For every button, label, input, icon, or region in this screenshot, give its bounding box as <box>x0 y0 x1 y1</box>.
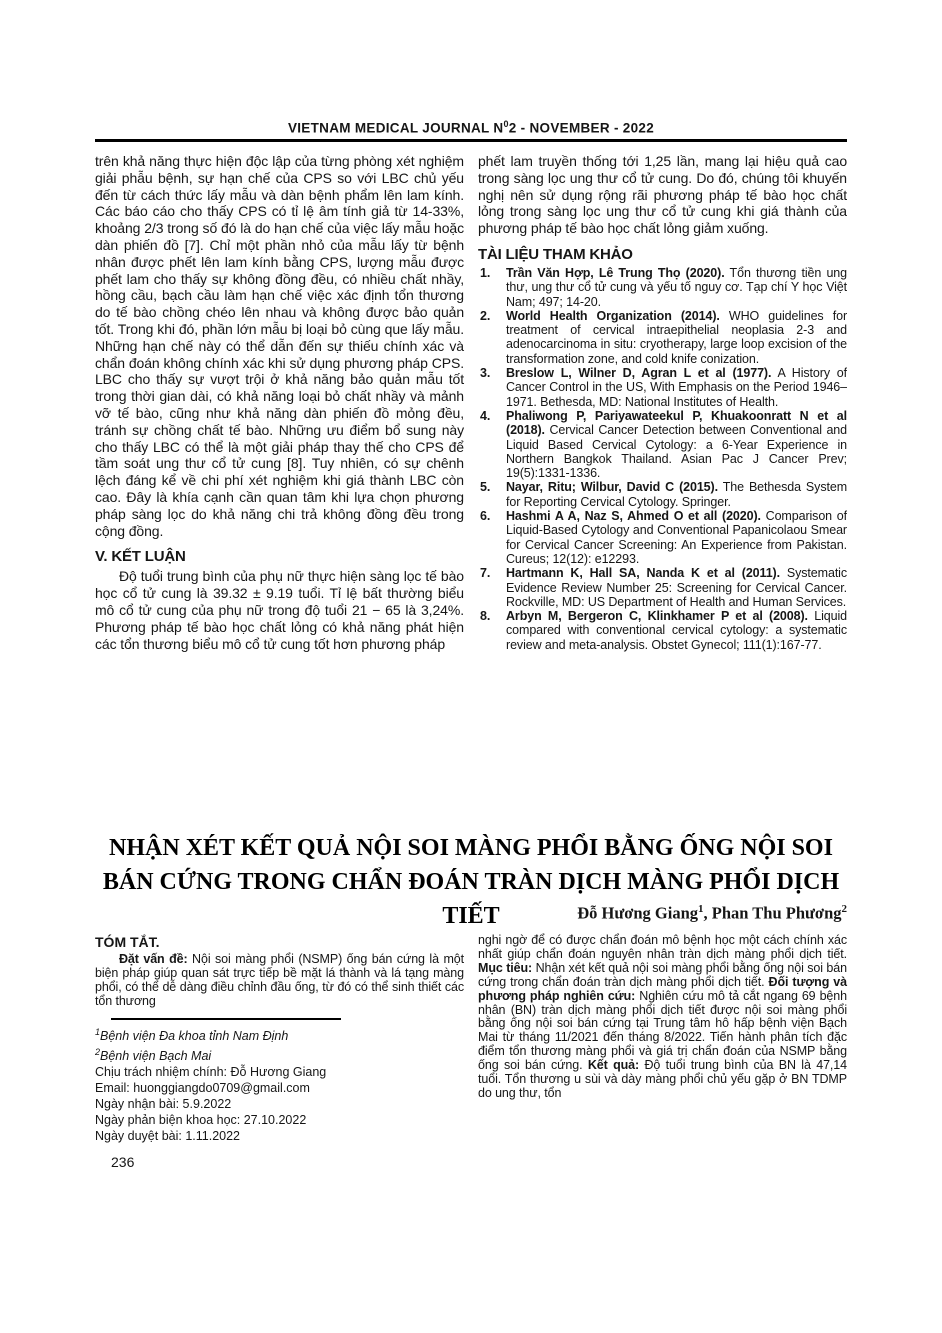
accepted-date-line: Ngày duyệt bài: 1.11.2022 <box>95 1128 241 1143</box>
abstract-heading: TÓM TẮT. <box>95 934 160 950</box>
reference-number: 6. <box>480 509 491 524</box>
reference-authors: Nayar, Ritu; Wilbur, David C (2015). <box>506 480 718 495</box>
article1-body-paragraph: trên khả năng thực hiện độc lập của từng phòng xét nghiệm giải phẫu bệnh, sự hạn chế của CPS so với LBC chủ yếu đến từ cách thức lấy mẫu và dàn bệnh phẩm lên lam kính. Các báo cáo cho thấy CPS có tỉ lệ âm tính giả từ 14-33%, khoảng 2/3 trong số đó là do hạn chế của việc lấy mẫu hoặc dàn phiến đồ [7]. Chỉ một phần nhỏ của mẫu lấy từ bệnh nhân được phết lên lam kính bằng CPS, lượng mẫu được phết lam cho thấy sự không đồng đều, có nhiều chất nhầy, hồng cầu, bạch cầu làm hạn chế việc xác định tổn thương do tế bào chồng chéo lên nhau và không được bảo quản tốt. Trong khi đó, phần lớn mẫu bị loại bỏ cùng que lấy mẫu. Những hạn chế này có thể dẫn đến sự thiếu chính xác và chẩn đoán không chính xác khi sử dụng phương pháp CPS. LBC cho thấy sự vượt trội ở khả năng bảo quản mẫu tốt trong thời gian dài, có khả năng loại bỏ chất nhầy và mảnh vỡ tế bào, cũng như khả năng dàn phiến đồ mỏng đều, tránh sự chồng chất tế bào. Những ưu điểm bổ sung này cho thấy LBC có thể là một giải pháp thay thế cho CPS để tầm soát ung thư cổ tử cung [8]. Tuy nhiên, có sự chênh lệch đáng kể về chi phí xét nghiệm khi giá thành LBC còn cao. Đây là khía cạnh cần quan tâm khi lựa chọn phương pháp sàng lọc do khả năng chi trả không đồng đều trong cộng đồng. <box>95 153 464 539</box>
journal-header-superscript: 0 <box>503 119 509 129</box>
article1-left-column <box>95 153 464 829</box>
email-line: Email: huonggiangdo0709@gmail.com <box>95 1080 310 1095</box>
reference-authors: Hartmann K, Hall SA, Nanda K et al (2011). <box>506 566 780 581</box>
reference-authors: Phaliwong P, Pariyawateekul P, Khuakoonratt N et al (2018). <box>506 408 847 438</box>
reference-text: The Bethesda System for Reporting Cervical Cytology. Springer. <box>506 480 847 509</box>
article2-right-column <box>478 934 847 1144</box>
received-date-line: Ngày nhận bài: 5.9.2022 <box>95 1096 232 1111</box>
reference-text: Comparison of Liquid-Based Cytology and Conventional Papanicolaou Smear for Cervical Cancer Screening: An Experience from Pakistan. Cureus; 12(12): e12293. <box>506 509 847 566</box>
reference-number: 2. <box>480 308 491 323</box>
article1-two-column-section <box>95 153 847 829</box>
reference-item <box>478 480 847 509</box>
reference-authors: Hashmi A A, Naz S, Ahmed O et all (2020). <box>506 509 761 524</box>
abstract-text-objective: Nhận xét kết quả nội soi màng phổi bằng ống nội soi bán cứng trong chẩn đoán tràn dịch màng phổi dịch tiết. <box>478 960 847 989</box>
reference-text: Liquid compared with conventional cervical cytology: a systematic review and meta-analysis. Obstet Gynecol; 111(1):167-77. <box>506 609 847 652</box>
reference-number: 5. <box>480 480 491 495</box>
reference-list <box>478 266 847 652</box>
journal-header-suffix: 2 - NOVEMBER - 2022 <box>508 120 655 136</box>
abstract-paragraph-left <box>95 953 464 1009</box>
journal-header-prefix: VIETNAM MEDICAL JOURNAL N <box>287 120 504 136</box>
author-1-affiliation-mark: 1 <box>698 903 704 915</box>
article2-authors-line <box>95 903 847 924</box>
reference-authors: World Health Organization (2014). <box>506 308 720 323</box>
conclusion-paragraph: Độ tuổi trung bình của phụ nữ thực hiện sàng lọc tế bào học cổ tử cung là 39.32 ± 9.19 tuổi. Tỉ lệ bất thường biểu mô cổ tử cung của phụ nữ trong độ tuổi 21 − 65 là 3,24%. Phương pháp tế bào học chất lỏng có khả năng phát hiện các tổn thương biểu mô cổ tử cung tốt hơn phương pháp <box>95 568 464 652</box>
article2-two-column-section <box>95 934 847 1144</box>
abstract-label-methods: Đối tượng và phương pháp nghiên cứu: <box>478 974 847 1003</box>
abstract-text-methods: Nghiên cứu mô tả cắt ngang 69 bệnh nhân (BN) tràn dịch màng phổi dịch tiết được nội soi màng phổi bằng ống nội soi bán cứng tại Trung tâm hô hấp bệnh viện Bạch Mai từ tháng 11/2021 đến tháng 8/2022. Tiến hành phân tích đặc điểm tổn thương màng phổi và giá trị chẩn đoán của NSMP bằng ống soi bán cứng. <box>478 988 847 1073</box>
reference-item <box>478 566 847 609</box>
affiliation-1 <box>95 1024 464 1044</box>
author-2-affiliation-mark: 2 <box>841 903 847 915</box>
article2-title-line1: NHẬN XÉT KẾT QUẢ NỘI SOI MÀNG PHỔI BẰNG ỐNG NỘI SOI <box>109 835 833 861</box>
reference-text: WHO guidelines for treatment of cervical intraepithelial neoplasia 2-3 and adenocarcinoma in situ: cryotherapy, large loop excision of the transformation zone, and cold knife conization. <box>506 308 847 366</box>
reference-authors: Trần Văn Hợp, Lê Trung Thọ (2020). <box>506 265 725 280</box>
footnote-separator-rule <box>111 1018 341 1020</box>
reference-text: Systematic Evidence Review Number 25: Screening for Cervical Cancer. Rockville, MD: US Department of Health and Human Services. <box>506 566 847 609</box>
page-number: 236 <box>111 1154 135 1170</box>
reference-item <box>478 366 847 409</box>
author-separator: , <box>703 903 712 923</box>
article2-left-column <box>95 934 464 1144</box>
affiliation-2 <box>95 1044 464 1064</box>
reference-number: 3. <box>480 366 491 381</box>
reference-item <box>478 409 847 480</box>
reference-authors: Breslow L, Wilner D, Agran L et al (1977). <box>506 366 772 381</box>
reviewed-date-line: Ngày phản biện khoa học: 27.10.2022 <box>95 1112 307 1127</box>
abstract-text-background: Nội soi màng phổi (NSMP) ống bán cứng là một biện pháp giúp quan sát trực tiếp bề mặt lá thành và lá tạng màng phổi, có thể dễ dàng điều chỉnh đầu ống, từ đó có thể sinh thiết các tổn thương <box>95 952 464 1008</box>
reference-text: Cervical Cancer Detection between Conventional and Liquid Based Cervical Cytology: a 6-Year Experience in Northern Bangkok Thailand. Asian Pac J Cancer Prev; 19(5):1331-1336. <box>506 423 847 481</box>
abstract-label-background: Đặt vấn đề: <box>119 952 188 966</box>
reference-item <box>478 266 847 309</box>
affiliation-2-text: Bệnh viện Bạch Mai <box>100 1048 212 1063</box>
corresponding-author-line: Chịu trách nhiệm chính: Đỗ Hương Giang <box>95 1064 327 1079</box>
article2-title-line2: BÁN CỨNG TRONG CHẨN ĐOÁN TRÀN DỊCH MÀNG PHỔI DỊCH TIẾT <box>102 869 840 929</box>
reference-text: A History of Cancer Control in the US, With Emphasis on the Period 1946–1971. Bethesda, MD: National Institutes of Health. <box>506 366 847 409</box>
reference-number: 8. <box>480 609 491 624</box>
affiliation-2-mark: 2 <box>95 1046 101 1057</box>
author-1: Đỗ Hương Giang <box>577 903 699 923</box>
reference-text: Tổn thương tiền ung thư, ung thư cổ tử cung và yếu tố nguy cơ. Tạp chí Y học Việt Nam; 497; 14-20. <box>506 265 847 309</box>
abstract-label-objective: Mục tiêu: <box>478 960 533 975</box>
reference-authors: Arbyn M, Bergeron C, Klinkhamer P et al (2008). <box>506 609 808 624</box>
abstract-text-results: Độ tuổi trung bình của BN là 47,14 tuổi. Tổn thương u sùi và dày màng phổi chủ yếu gặp ở BN TDMP do ung thư, tổn <box>478 1058 848 1100</box>
article1-right-column <box>478 153 847 829</box>
journal-running-header <box>95 119 847 136</box>
reference-number: 4. <box>480 408 491 423</box>
abstract-text-continuation: nghi ngờ để có được chẩn đoán mô bệnh học một cách chính xác nhất giúp chẩn đoán nguyên nhân tràn dịch màng phổi dịch tiết. <box>478 933 847 961</box>
conclusion-section-heading: V. KẾT LUẬN <box>95 548 186 566</box>
author-2: Phan Thu Phương <box>711 903 842 923</box>
reference-number: 7. <box>480 566 491 581</box>
affiliation-1-text: Bệnh viện Đa khoa tỉnh Nam Định <box>100 1028 289 1043</box>
abstract-paragraph-right <box>478 934 847 1101</box>
affiliation-1-mark: 1 <box>95 1026 101 1037</box>
references-section-heading: TÀI LIỆU THAM KHẢO <box>478 245 633 263</box>
reference-item <box>478 609 847 652</box>
reference-number: 1. <box>480 265 491 280</box>
reference-item <box>478 309 847 366</box>
abstract-label-results: Kết quả: <box>587 1058 640 1073</box>
reference-item <box>478 509 847 566</box>
footnote-block <box>95 1018 464 1144</box>
header-divider-rule <box>95 139 847 142</box>
article1-body-paragraph-continued: phết lam truyền thống tới 1,25 lần, mang lại hiệu quả cao trong sàng lọc ung thư cổ tử cung. Do đó, chúng tôi khuyến nghị nên sử dụng rộng rãi phương pháp tế bào học chất lỏng trong sàng lọc ung thư cổ tử cung khi giá thành của phương pháp tế bào học chất lỏng giảm xuống. <box>478 153 847 237</box>
